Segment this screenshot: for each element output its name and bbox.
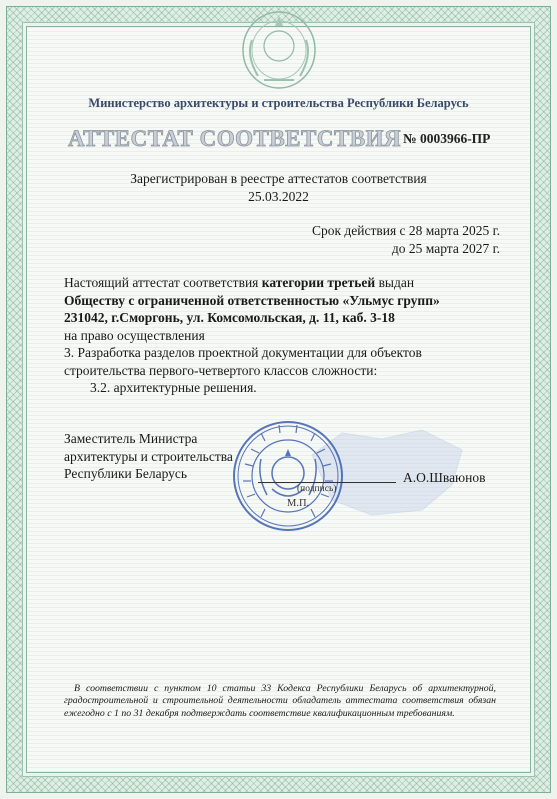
company-name: Обществу с ограниченной ответственностью «Ульмус групп» (64, 292, 440, 308)
signatory-name: А.О.Шваюнов (403, 470, 486, 485)
official-stamp-icon (231, 419, 345, 533)
signature-line (258, 482, 396, 483)
validity-period (312, 222, 500, 258)
ministry-name: Министерство архитектуры и строительства Республики Беларусь (88, 96, 469, 110)
issue-line (64, 274, 504, 292)
validity-to: до 25 марта 2027 г. (391, 241, 500, 256)
stamp-place-label: М.П. (287, 498, 310, 509)
signatory (64, 430, 233, 483)
title-row (68, 126, 508, 156)
state-emblem-icon (238, 6, 320, 90)
registration-info (0, 170, 557, 206)
activity-subitem: 3.2. архитектурные решения. (90, 380, 257, 395)
validity-from: Срок действия с 28 марта 2025 г. (311, 223, 500, 238)
issue-prefix: Настоящий аттестат соответствия (64, 275, 262, 290)
footer-note: В соответствии с пунктом 10 статьи 33 Кодекса Республики Беларусь об архитектурной, градостроительной и строительной деятельности обладатель аттестата соответствия обязан ежегодно с 1 по 31 декабря подтверждать соответствие квалификационным требованиям. (64, 683, 496, 719)
signatory-position-2: архитектуры и строительства (64, 448, 233, 464)
company-address: 231042, г.Сморгонь, ул. Комсомольская, д. 11, каб. 3-18 (64, 310, 395, 325)
right-text: на право осуществления (64, 327, 205, 343)
signature-caption: (подпись) (297, 484, 337, 494)
signatory-position-3: Республики Беларусь (64, 466, 188, 481)
signatory-position-1: Заместитель Министра (64, 431, 198, 446)
category: категории третьей (261, 275, 376, 290)
registration-text: Зарегистрирован в реестре аттестатов соответствия (130, 171, 427, 186)
activity-item: 3. Разработка разделов проектной документации для объектов строительства первого-четвертого классов сложности: (64, 345, 422, 378)
certificate-title: АТТЕСТАТ СООТВЕТСТВИЯ (68, 126, 402, 151)
registration-date: 25.03.2022 (248, 189, 309, 204)
certificate-number: № 0003966-ПР (403, 131, 491, 146)
issue-suffix: выдан (375, 275, 415, 290)
certificate-text (64, 274, 504, 397)
